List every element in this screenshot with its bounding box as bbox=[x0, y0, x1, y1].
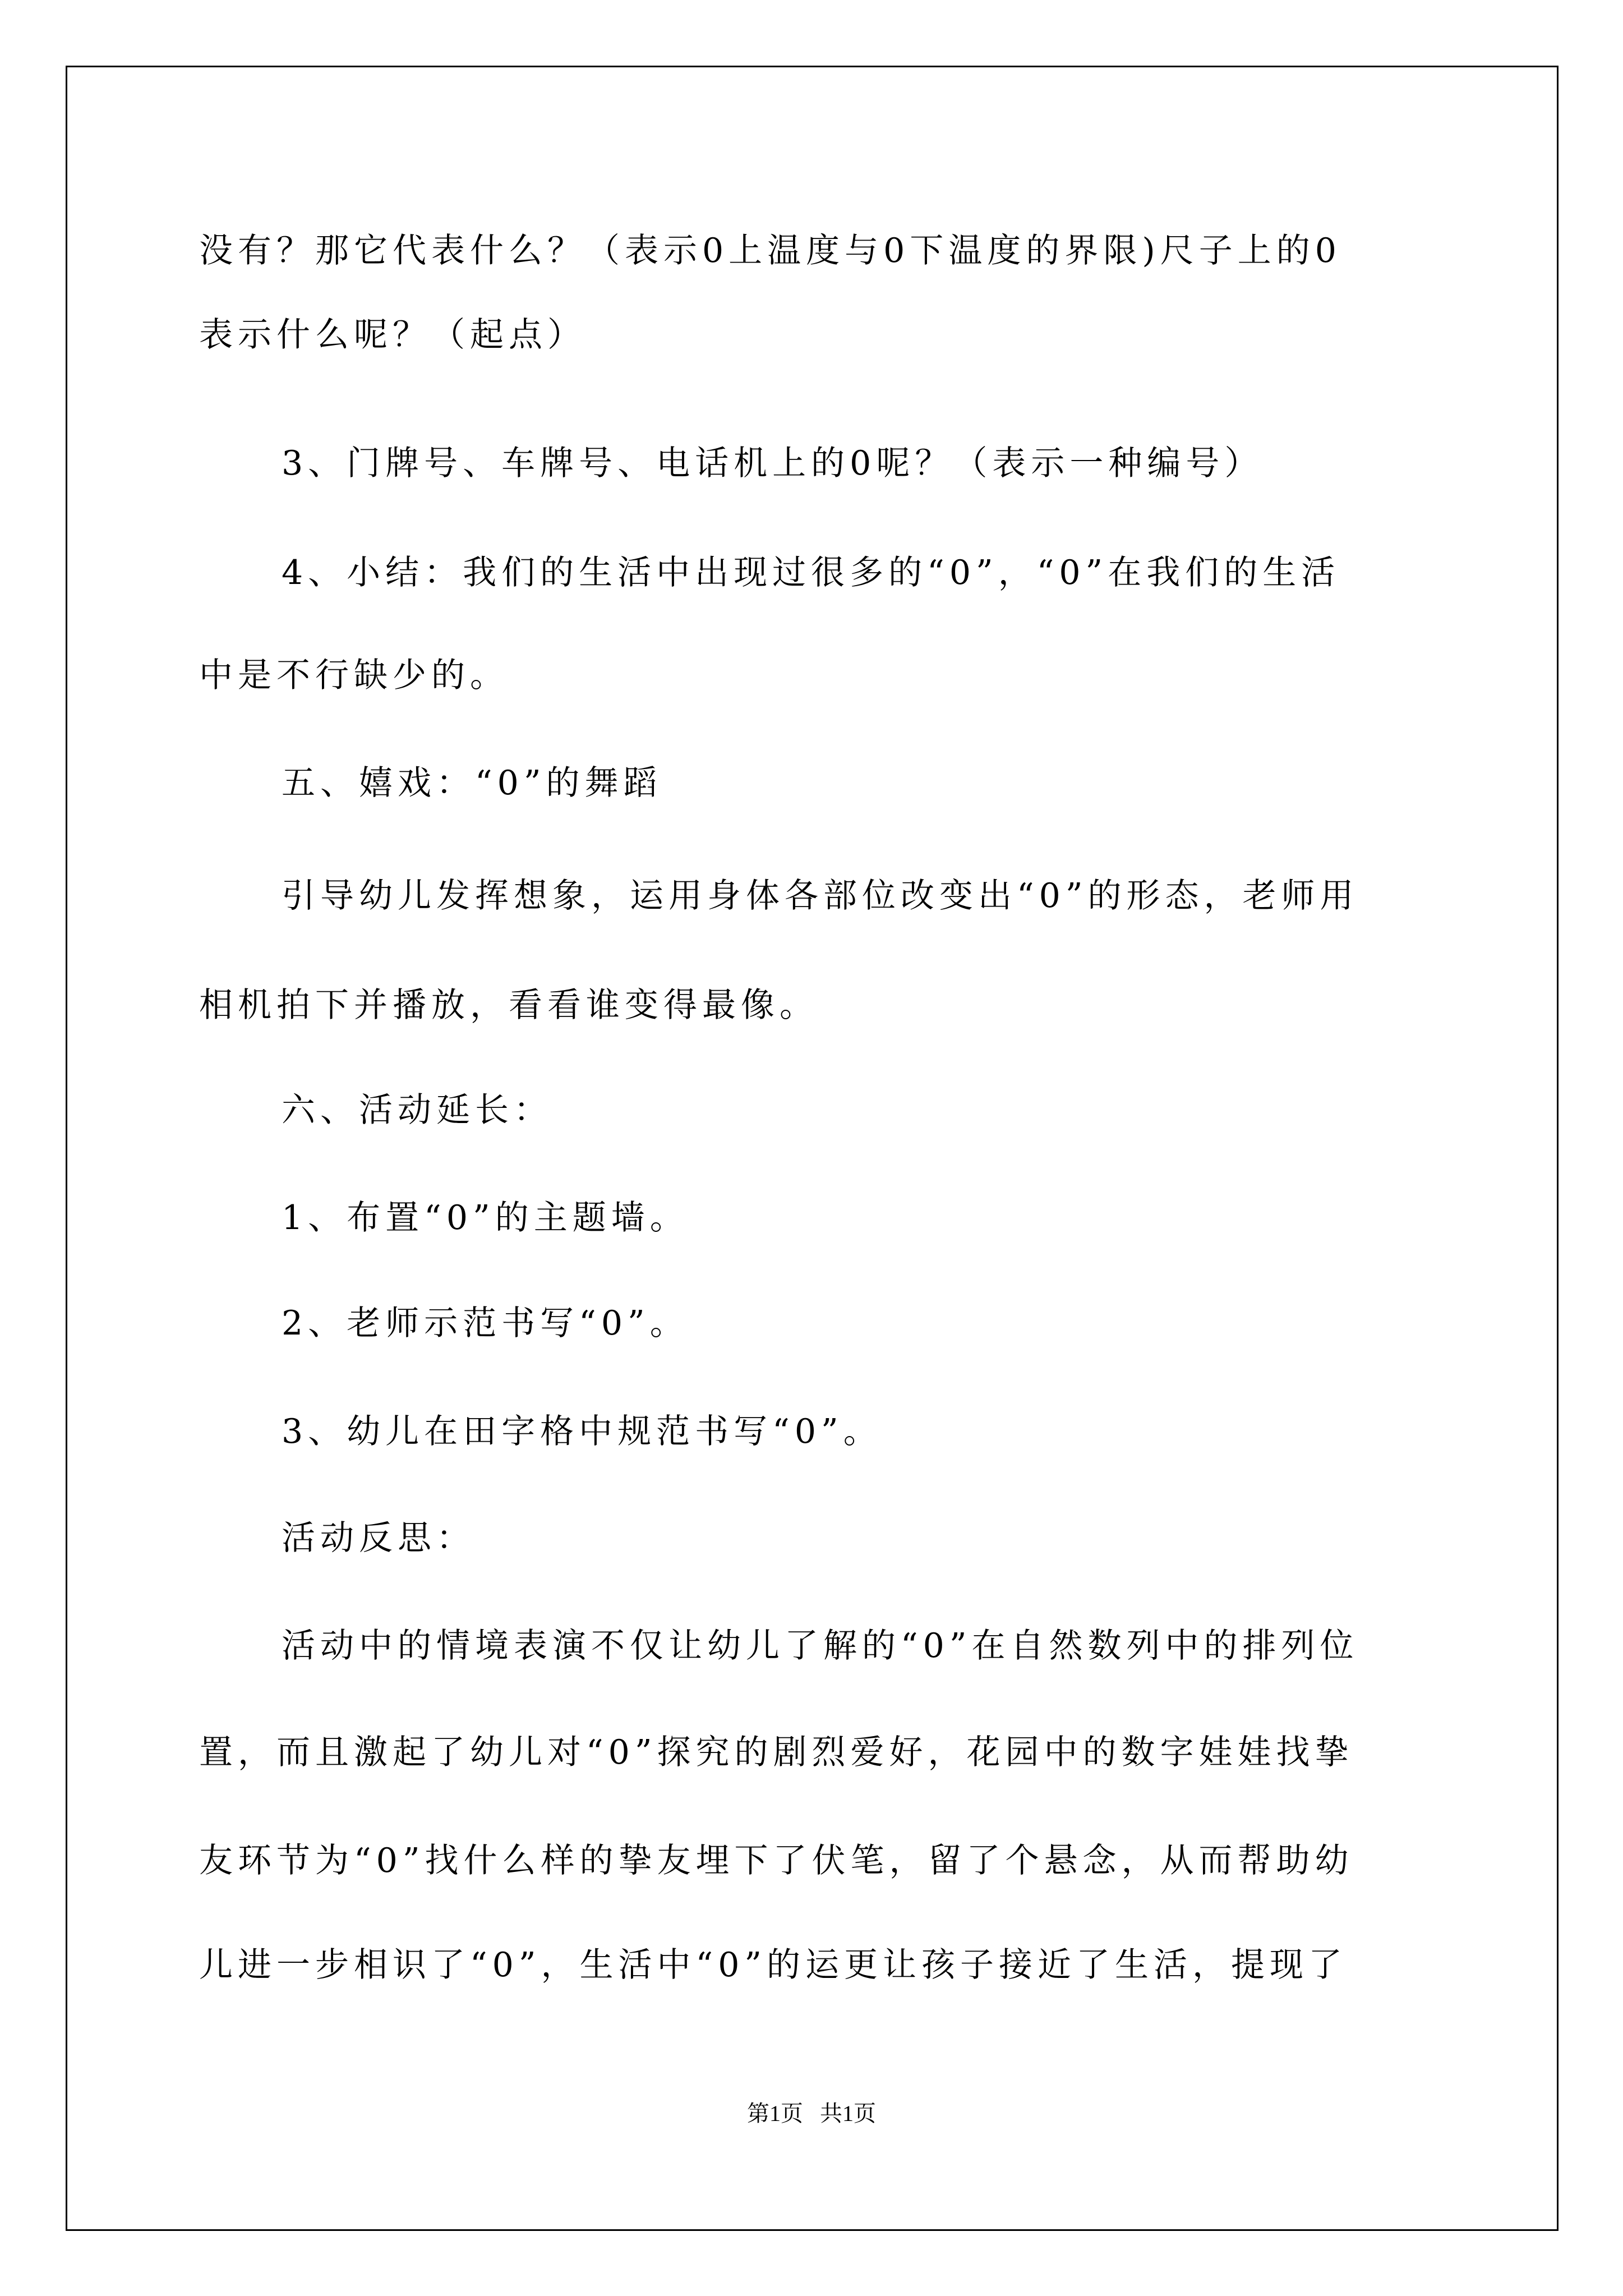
text-line: 3、门牌号、车牌号、电话机上的0呢？（表示一种编号） bbox=[282, 444, 1264, 483]
section-heading: 六、活动延长： bbox=[282, 1091, 552, 1130]
text-line: 引导幼儿发挥想象，运用身体各部位改变出“0”的形态，老师用 bbox=[282, 876, 1359, 915]
section-heading: 五、嬉戏：“0”的舞蹈 bbox=[282, 763, 662, 803]
page-footer: 第1页 共1页 bbox=[747, 2101, 876, 2126]
page-border bbox=[66, 66, 1559, 2231]
text-line: 相机拍下并播放，看看谁变得最像。 bbox=[199, 986, 818, 1025]
text-line: 3、幼儿在田字格中规范书写“0”。 bbox=[282, 1412, 882, 1451]
text-line: 没有？那它代表什么？（表示0上温度与0下温度的界限)尺子上的0 bbox=[199, 231, 1341, 270]
text-line: 友环节为“0”找什么样的挚友埋下了伏笔，留了个悬念，从而帮助幼 bbox=[199, 1841, 1354, 1880]
text-line: 1、布置“0”的主题墙。 bbox=[282, 1198, 689, 1237]
text-line: 4、小结：我们的生活中出现过很多的“0”，“0”在我们的生活 bbox=[282, 553, 1340, 592]
text-line: 活动中的情境表演不仅让幼儿了解的“0”在自然数列中的排列位 bbox=[282, 1626, 1359, 1665]
text-line: 表示什么呢？（起点） bbox=[199, 315, 586, 355]
text-line: 儿进一步相识了“0”，生活中“0”的运更让孩子接近了生活，提现了 bbox=[199, 1945, 1348, 1985]
text-line: 置，而且激起了幼儿对“0”探究的剧烈爱好，花园中的数字娃娃找挚 bbox=[199, 1733, 1354, 1772]
text-line: 2、老师示范书写“0”。 bbox=[282, 1304, 689, 1343]
section-heading: 活动反思： bbox=[282, 1519, 475, 1558]
text-line: 中是不行缺少的。 bbox=[199, 656, 509, 695]
